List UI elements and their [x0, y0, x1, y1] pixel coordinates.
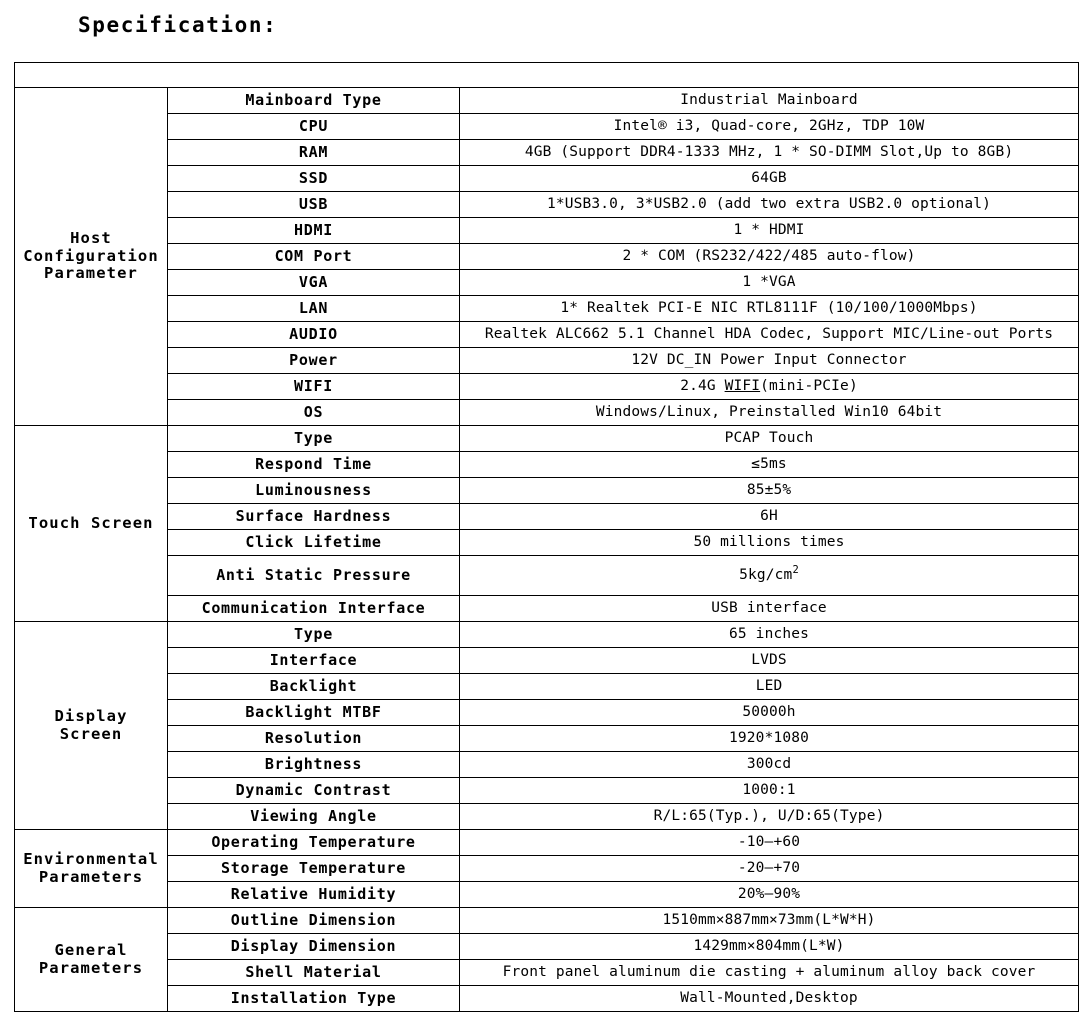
spec-item-value: 50 millions times: [460, 530, 1079, 556]
spec-item-value: ≤5ms: [460, 452, 1079, 478]
spec-item-label: Shell Material: [168, 960, 460, 986]
spec-item-value: 1 * HDMI: [460, 218, 1079, 244]
spec-item-label: Outline Dimension: [168, 908, 460, 934]
spec-item-value: 85±5%: [460, 478, 1079, 504]
specification-table: [14, 62, 1079, 1012]
table-row: [15, 114, 1079, 140]
row-group-label-line: Touch Screen: [28, 513, 154, 532]
spec-item-label: Type: [168, 426, 460, 452]
value-text: 5kg/cm: [739, 567, 793, 584]
row-group-label-line: Host: [70, 228, 112, 247]
spec-item-value: 65 inches: [460, 622, 1079, 648]
table-row: [15, 530, 1079, 556]
spec-item-value: [460, 374, 1079, 400]
table-row: [15, 166, 1079, 192]
spec-item-label: Installation Type: [168, 986, 460, 1012]
table-row: [15, 322, 1079, 348]
table-row: [15, 986, 1079, 1012]
table-banner-row: [15, 63, 1079, 88]
table-row: [15, 452, 1079, 478]
spec-item-value: 1* Realtek PCI-E NIC RTL8111F (10/100/1000Mbps): [460, 296, 1079, 322]
table-row: [15, 426, 1079, 452]
table-row: [15, 88, 1079, 114]
spec-item-label: LAN: [168, 296, 460, 322]
table-row: [15, 674, 1079, 700]
table-row: [15, 856, 1079, 882]
spec-item-label: SSD: [168, 166, 460, 192]
table-row: [15, 478, 1079, 504]
spec-item-value: -10—+60: [460, 830, 1079, 856]
spec-item-value: Realtek ALC662 5.1 Channel HDA Codec, Support MIC/Line-out Ports: [460, 322, 1079, 348]
spec-item-label: Resolution: [168, 726, 460, 752]
spec-item-value: -20—+70: [460, 856, 1079, 882]
table-row: [15, 270, 1079, 296]
table-row: [15, 400, 1079, 426]
spec-item-label: OS: [168, 400, 460, 426]
spec-item-label: Luminousness: [168, 478, 460, 504]
table-row: [15, 192, 1079, 218]
table-row: [15, 934, 1079, 960]
spec-item-value: 6H: [460, 504, 1079, 530]
row-group-label: [15, 830, 168, 908]
spec-item-label: Interface: [168, 648, 460, 674]
row-group-label-line: Environmental: [23, 849, 159, 868]
table-row: [15, 556, 1079, 596]
spec-item-label: Relative Humidity: [168, 882, 460, 908]
spec-item-label: Type: [168, 622, 460, 648]
spec-item-label: Mainboard Type: [168, 88, 460, 114]
table-row: [15, 348, 1079, 374]
spec-item-value: 2 * COM (RS232/422/485 auto-flow): [460, 244, 1079, 270]
spec-item-value: 1000:1: [460, 778, 1079, 804]
page-title: Specification:: [78, 13, 278, 37]
spec-item-value: Industrial Mainboard: [460, 88, 1079, 114]
row-group-label-line: Configuration: [23, 246, 159, 265]
table-row: [15, 830, 1079, 856]
spec-item-label: Operating Temperature: [168, 830, 460, 856]
spec-item-label: CPU: [168, 114, 460, 140]
row-group-label-line: Parameter: [44, 264, 138, 283]
table-row: [15, 244, 1079, 270]
row-group-label-line: General: [54, 940, 128, 959]
table-row: [15, 648, 1079, 674]
spec-item-value: PCAP Touch: [460, 426, 1079, 452]
spec-item-label: Communication Interface: [168, 596, 460, 622]
table-row: [15, 960, 1079, 986]
row-group-label-line: Parameters: [38, 958, 144, 977]
table-row: [15, 726, 1079, 752]
spec-item-value: 64GB: [460, 166, 1079, 192]
spec-item-value: USB interface: [460, 596, 1079, 622]
spec-item-value: R/L:65(Typ.), U/D:65(Type): [460, 804, 1079, 830]
value-text: (mini-PCIe): [760, 378, 858, 395]
spec-item-label: Display Dimension: [168, 934, 460, 960]
spec-item-value: 1510mm×887mm×73mm(L*W*H): [460, 908, 1079, 934]
row-group-label-line: Screen: [59, 724, 123, 743]
spec-item-label: USB: [168, 192, 460, 218]
row-group-label: [15, 908, 168, 1012]
spec-item-label: Brightness: [168, 752, 460, 778]
spec-item-value: 300cd: [460, 752, 1079, 778]
spec-item-value: 1*USB3.0, 3*USB2.0 (add two extra USB2.0 optional): [460, 192, 1079, 218]
table-row: [15, 700, 1079, 726]
spec-item-value: 1920*1080: [460, 726, 1079, 752]
spec-item-value: Intel® i3, Quad-core, 2GHz, TDP 10W: [460, 114, 1079, 140]
spec-item-label: RAM: [168, 140, 460, 166]
spec-item-label: Dynamic Contrast: [168, 778, 460, 804]
table-row: [15, 504, 1079, 530]
spec-item-value: Front panel aluminum die casting + aluminum alloy back cover: [460, 960, 1079, 986]
table-row: [15, 296, 1079, 322]
spec-item-label: HDMI: [168, 218, 460, 244]
row-group-label: [15, 426, 168, 622]
spec-item-value: 20%—90%: [460, 882, 1079, 908]
value-text: 2.4G: [680, 378, 725, 395]
table-banner-cell: [15, 63, 1079, 88]
spec-item-value: 12V DC_IN Power Input Connector: [460, 348, 1079, 374]
row-group-label-line: Parameters: [38, 867, 144, 886]
spec-item-label: Storage Temperature: [168, 856, 460, 882]
spec-item-label: AUDIO: [168, 322, 460, 348]
table-row: [15, 778, 1079, 804]
table-row: [15, 752, 1079, 778]
spec-item-label: WIFI: [168, 374, 460, 400]
table-row: [15, 804, 1079, 830]
table-row: [15, 622, 1079, 648]
spec-item-value: LED: [460, 674, 1079, 700]
spec-item-value: [460, 556, 1079, 596]
table-row: [15, 596, 1079, 622]
table-row: [15, 908, 1079, 934]
spec-item-label: Click Lifetime: [168, 530, 460, 556]
spec-item-value: 1429mm×804mm(L*W): [460, 934, 1079, 960]
spec-item-value: Windows/Linux, Preinstalled Win10 64bit: [460, 400, 1079, 426]
spec-item-value: 4GB (Support DDR4-1333 MHz, 1 * SO-DIMM Slot,Up to 8GB): [460, 140, 1079, 166]
table-row: [15, 140, 1079, 166]
table-row: [15, 882, 1079, 908]
row-group-label: [15, 622, 168, 830]
spec-item-value: 50000h: [460, 700, 1079, 726]
spec-item-label: Surface Hardness: [168, 504, 460, 530]
value-underlined-text: WIFI: [724, 378, 761, 395]
table-row: [15, 374, 1079, 400]
spec-item-value: Wall-Mounted,Desktop: [460, 986, 1079, 1012]
spec-item-label: Viewing Angle: [168, 804, 460, 830]
spec-item-label: COM Port: [168, 244, 460, 270]
specification-table-wrapper: [14, 62, 1078, 1012]
spec-item-label: VGA: [168, 270, 460, 296]
spec-item-label: Power: [168, 348, 460, 374]
spec-item-label: Anti Static Pressure: [168, 556, 460, 596]
table-row: [15, 218, 1079, 244]
spec-item-label: Backlight: [168, 674, 460, 700]
specification-table-body: [15, 63, 1079, 1012]
row-group-label: [15, 88, 168, 426]
row-group-label-line: Display: [54, 706, 128, 725]
spec-item-value: LVDS: [460, 648, 1079, 674]
spec-item-label: Respond Time: [168, 452, 460, 478]
spec-item-value: 1 *VGA: [460, 270, 1079, 296]
spec-item-label: Backlight MTBF: [168, 700, 460, 726]
value-superscript: 2: [792, 564, 799, 577]
